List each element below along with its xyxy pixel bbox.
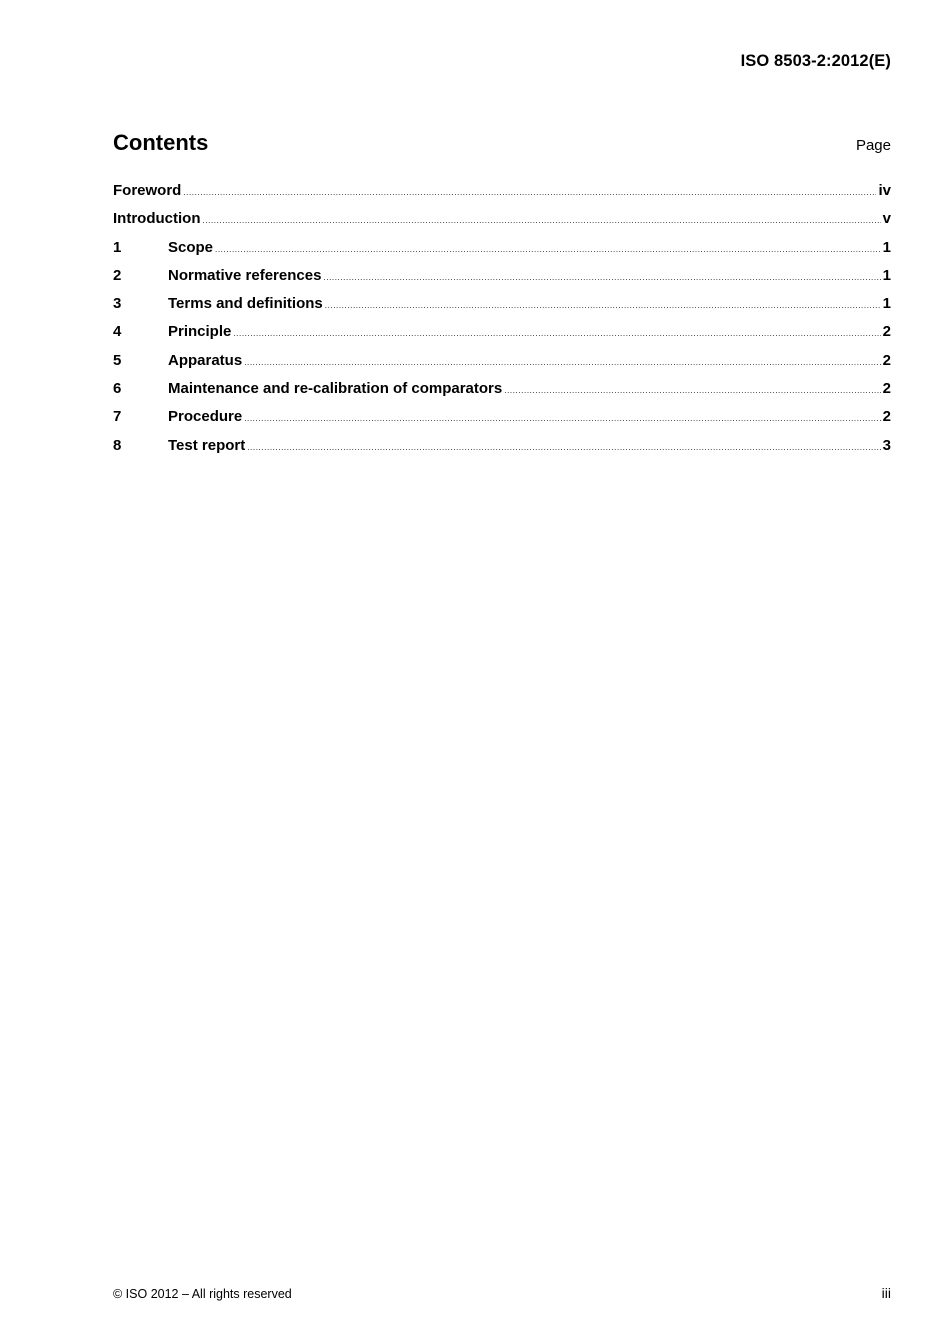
toc-entry-label: Foreword bbox=[113, 182, 182, 199]
toc-entry-number: 4 bbox=[113, 323, 122, 341]
toc-entry-number: 8 bbox=[113, 436, 122, 454]
toc-entry-label: Terms and definitions bbox=[168, 295, 323, 313]
toc-leader-dots bbox=[244, 358, 880, 367]
toc-leader-dots bbox=[202, 216, 880, 225]
toc-entry-label: Apparatus bbox=[168, 351, 243, 369]
toc-entry-label: Maintenance and re-calibration of comparators bbox=[168, 380, 503, 398]
toc-entry-page: 2 bbox=[882, 380, 891, 398]
toc-entry-scope[interactable] bbox=[113, 239, 891, 267]
toc-entry-terms-and-definitions[interactable] bbox=[113, 295, 891, 323]
toc-entry-page: 2 bbox=[882, 408, 891, 426]
toc-entry-number: 3 bbox=[113, 295, 122, 313]
toc-entry-foreword[interactable] bbox=[113, 182, 891, 210]
toc-title: Contents bbox=[113, 130, 209, 155]
toc-entry-label: Normative references bbox=[168, 266, 322, 284]
footer-copyright: © ISO 2012 – All rights reserved bbox=[113, 1287, 292, 1301]
toc-entry-number: 5 bbox=[113, 351, 122, 369]
toc-entry-number: 1 bbox=[113, 238, 122, 256]
toc-entry-normative-references[interactable] bbox=[113, 267, 891, 295]
toc-entry-label: Introduction bbox=[113, 210, 201, 228]
document-id: ISO 8503-2:2012(E) bbox=[740, 52, 891, 70]
toc-entry-procedure[interactable] bbox=[113, 408, 891, 436]
toc-entry-page: 1 bbox=[882, 266, 891, 284]
toc-entry-page: iv bbox=[878, 182, 891, 199]
footer-page-number: iii bbox=[881, 1285, 891, 1301]
toc-entry-principle[interactable] bbox=[113, 323, 891, 351]
toc-entry-test-report[interactable] bbox=[113, 437, 891, 465]
toc-leader-dots bbox=[323, 273, 880, 282]
toc-leader-dots bbox=[247, 443, 880, 452]
toc-entry-introduction[interactable] bbox=[113, 210, 891, 238]
toc-leader-dots bbox=[233, 329, 880, 338]
toc-entry-page: 1 bbox=[882, 238, 891, 256]
toc-entry-number: 2 bbox=[113, 266, 122, 284]
toc-heading-row bbox=[113, 130, 891, 160]
toc-entry-apparatus[interactable] bbox=[113, 352, 891, 380]
toc-entry-number: 7 bbox=[113, 408, 122, 426]
toc-entry-page: 2 bbox=[882, 351, 891, 369]
toc-entry-label: Procedure bbox=[168, 408, 243, 426]
toc-entry-number: 6 bbox=[113, 380, 122, 398]
toc-leader-dots bbox=[183, 188, 876, 197]
toc-leader-dots bbox=[215, 245, 881, 254]
toc-leader-dots bbox=[325, 301, 881, 310]
toc-page-column-label: Page bbox=[855, 137, 891, 154]
toc-entry-page: 2 bbox=[882, 323, 891, 341]
toc-entry-label: Test report bbox=[168, 436, 246, 454]
toc-entry-page: 3 bbox=[882, 436, 891, 454]
toc-entry-page: 1 bbox=[882, 295, 891, 313]
toc-entry-label: Scope bbox=[168, 238, 214, 256]
toc-entry-label: Principle bbox=[168, 323, 232, 341]
toc-entry-page: v bbox=[882, 210, 891, 228]
toc-entry-maintenance[interactable] bbox=[113, 380, 891, 408]
table-of-contents bbox=[113, 182, 891, 465]
toc-leader-dots bbox=[504, 386, 880, 395]
toc-leader-dots bbox=[244, 414, 880, 423]
